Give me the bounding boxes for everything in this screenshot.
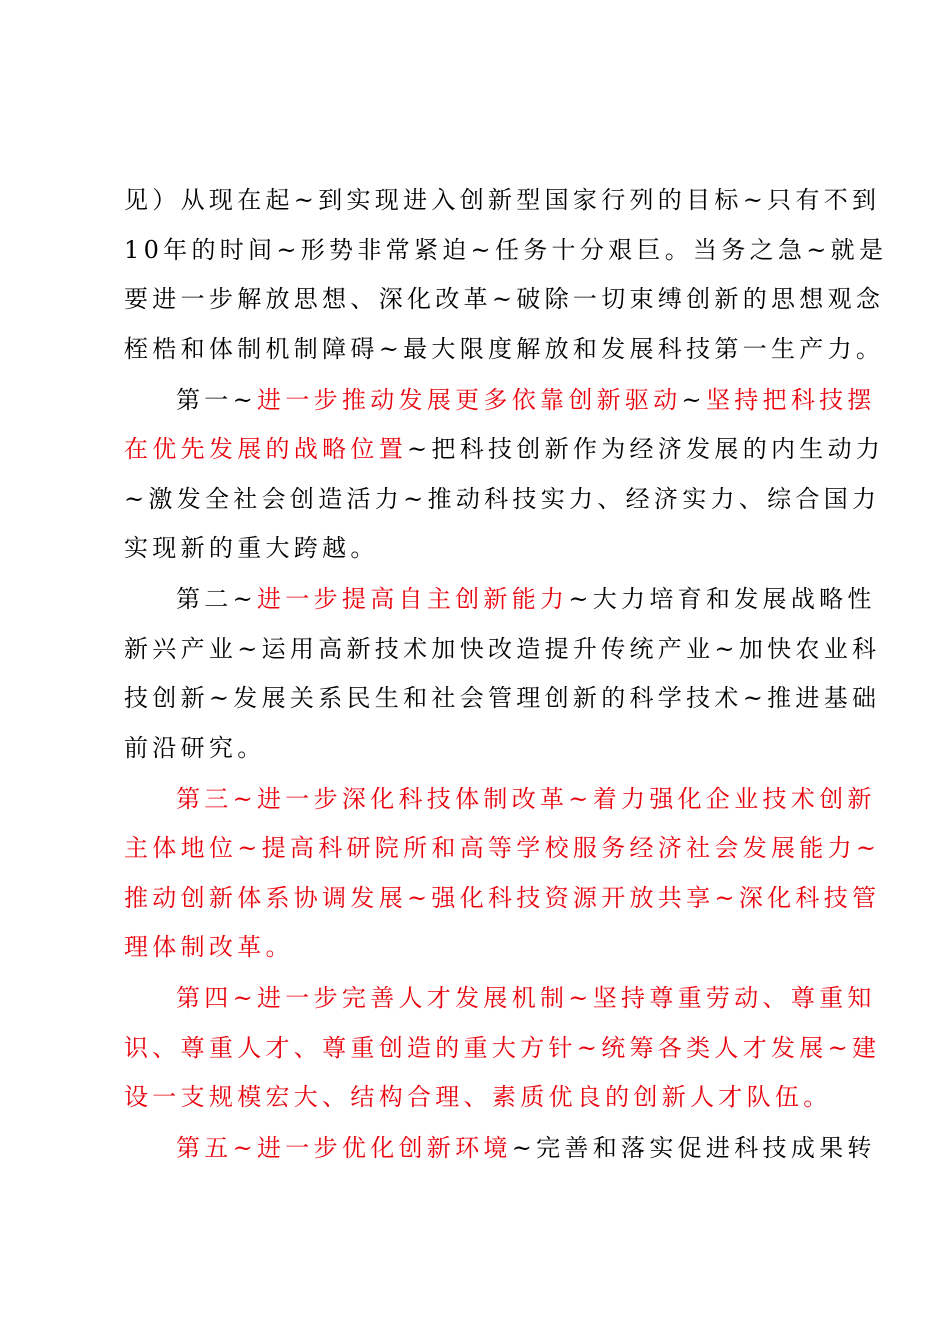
text-line (124, 524, 832, 574)
text-line (124, 923, 832, 973)
text-line (124, 674, 881, 724)
text-run: ~ (681, 385, 706, 414)
highlighted-text-run: 识、尊重人才、尊重创造的重大方针~统筹各类人才发展~建 (124, 1033, 881, 1062)
text-line (124, 1073, 832, 1123)
highlighted-text-run: 设一支规模宏大、结构合理、素质优良的创新人才队伍。 (124, 1083, 832, 1111)
text-line (124, 874, 881, 924)
text-run: 10年的时间~形势非常紧迫~任务十分艰巨。当务之急~就是 (124, 235, 888, 264)
text-line (124, 226, 888, 276)
text-line (124, 1024, 881, 1074)
text-run: 实现新的重大跨越。 (124, 534, 379, 562)
highlighted-text-run: 理体制改革。 (124, 933, 294, 961)
text-run: 第二~ (176, 585, 258, 613)
text-line (124, 425, 885, 475)
highlighted-text-run: 坚持把科技摆 (705, 385, 876, 414)
text-run: ~把科技创新作为经济发展的内生动力 (407, 435, 885, 463)
highlighted-text-run: 进一步提高自主创新能力 (257, 585, 569, 613)
paragraph-first-line (124, 974, 876, 1024)
highlighted-text-run: 第四~进一步完善人才发展机制~坚持尊重劳动、尊重知 (176, 984, 876, 1012)
text-run: ~完善和落实促进科技成果转 (511, 1134, 876, 1162)
text-line (124, 176, 881, 226)
text-run: 要进一步解放思想、深化改革~破除一切束缚创新的思想观念 (124, 285, 885, 313)
paragraph-first-line (124, 376, 876, 426)
text-run: ~大力培育和发展战略性 (568, 585, 876, 613)
highlighted-text-run: 第三~进一步深化科技体制改革~着力强化企业技术创新 (176, 784, 876, 813)
text-run: 第一~ (176, 385, 258, 414)
text-line (124, 724, 832, 774)
text-run: 见）从现在起~到实现进入创新型国家行列的目标~只有不到 (124, 186, 881, 214)
highlighted-text-run: 在优先发展的战略位置 (124, 435, 407, 463)
text-run: 技创新~发展关系民生和社会管理创新的科学技术~推进基础 (124, 684, 881, 712)
text-run: 新兴产业~运用高新技术加快改造提升传统产业~加快农业科 (124, 634, 881, 663)
text-line (124, 475, 881, 525)
paragraph-first-line (124, 575, 876, 625)
text-run: ~激发全社会创造活力~推动科技实力、经济实力、综合国力 (124, 484, 881, 513)
text-line (124, 325, 885, 375)
text-run: 桎梏和体制机制障碍~最大限度解放和发展科技第一生产力。 (124, 334, 885, 363)
paragraph-first-line (124, 1124, 876, 1174)
text-run: 前沿研究。 (124, 733, 266, 762)
paragraph-first-line (124, 775, 876, 825)
text-line (124, 824, 881, 874)
document-page (124, 176, 888, 1174)
text-line (124, 275, 885, 325)
highlighted-text-run: 主体地位~提高科研院所和高等学校服务经济社会发展能力~ (124, 834, 881, 862)
highlighted-text-run: 第五~进一步优化创新环境 (176, 1134, 512, 1162)
highlighted-text-run: 进一步推动发展更多依靠创新驱动 (257, 385, 682, 414)
highlighted-text-run: 推动创新体系协调发展~强化科技资源开放共享~深化科技管 (124, 883, 881, 912)
text-line (124, 625, 881, 675)
